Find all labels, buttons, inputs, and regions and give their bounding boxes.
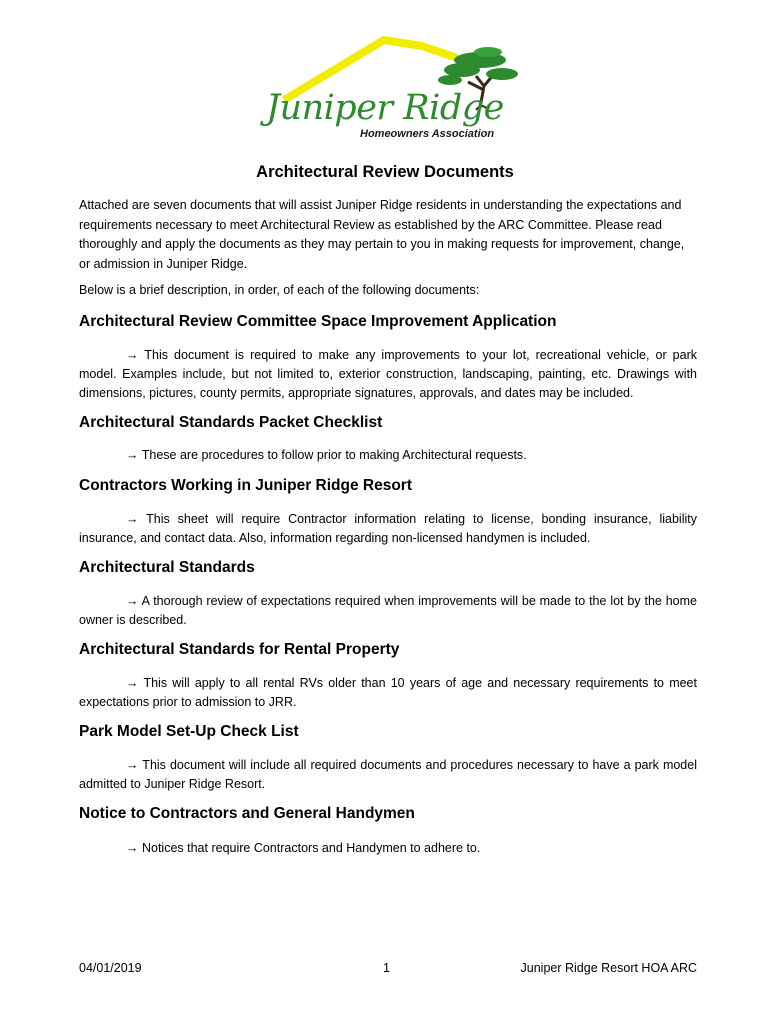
section-heading-rental-property: Architectural Standards for Rental Property <box>79 641 400 658</box>
page-title: Architectural Review Documents <box>256 163 514 181</box>
section-description-rental-property: → This will apply to all rental RVs older than 10 years of age and necessary requirements to meet expectations prior to admission to JRR. <box>79 676 697 709</box>
footer-page-number: 1 <box>383 961 390 975</box>
logo-title: Juniper Ridge <box>266 88 504 128</box>
intro-paragraph: Attached are seven documents that will assist Juniper Ridge residents in understanding the expectations and requirements necessary to meet Architectural Review as established by the ARC Committee. Please read thoroughly and apply the documents as they may pertain to you in making requests for improvement, change, or admission in Juniper Ridge. <box>79 198 685 271</box>
section-heading-park-model: Park Model Set-Up Check List <box>79 723 299 740</box>
section-heading-packet-checklist: Architectural Standards Packet Checklist <box>79 414 383 431</box>
section-description-space-improvement: → This document is required to make any improvements to your lot, recreational vehicle, or park model. Examples include, but not limited to, exterior construction, landscaping, painting, etc. Drawings with dimensions, pictures, county permits, appropriate signatures, approvals, and dates may be included. <box>79 348 697 400</box>
section-description-contractors: → This sheet will require Contractor information relating to license, bonding insurance, liability insurance, and contact data. Also, information regarding non-licensed handymen is included. <box>79 512 697 545</box>
logo-subtitle: Homeowners Association <box>360 128 495 140</box>
logo <box>262 30 522 150</box>
section-description-notice-contractors: → Notices that require Contractors and Handymen to adhere to. <box>126 841 481 855</box>
section-heading-contractors: Contractors Working in Juniper Ridge Resort <box>79 477 413 494</box>
section-description-architectural-standards: → A thorough review of expectations required when improvements will be made to the lot by the home owner is described. <box>79 594 697 627</box>
section-heading-architectural-standards: Architectural Standards <box>79 559 255 576</box>
lead-paragraph: Below is a brief description, in order, of each of the following documents: <box>79 283 480 297</box>
section-description-park-model: → This document will include all required documents and procedures necessary to have a park model admitted to Juniper Ridge Resort. <box>79 758 697 791</box>
section-heading-space-improvement: Architectural Review Committee Space Improvement Application <box>79 313 557 330</box>
footer-source: Juniper Ridge Resort HOA ARC <box>520 961 697 975</box>
section-description-packet-checklist: → These are procedures to follow prior to making Architectural requests. <box>126 448 527 462</box>
footer-date: 04/01/2019 <box>79 961 142 975</box>
section-heading-notice-contractors: Notice to Contractors and General Handymen <box>79 805 415 822</box>
